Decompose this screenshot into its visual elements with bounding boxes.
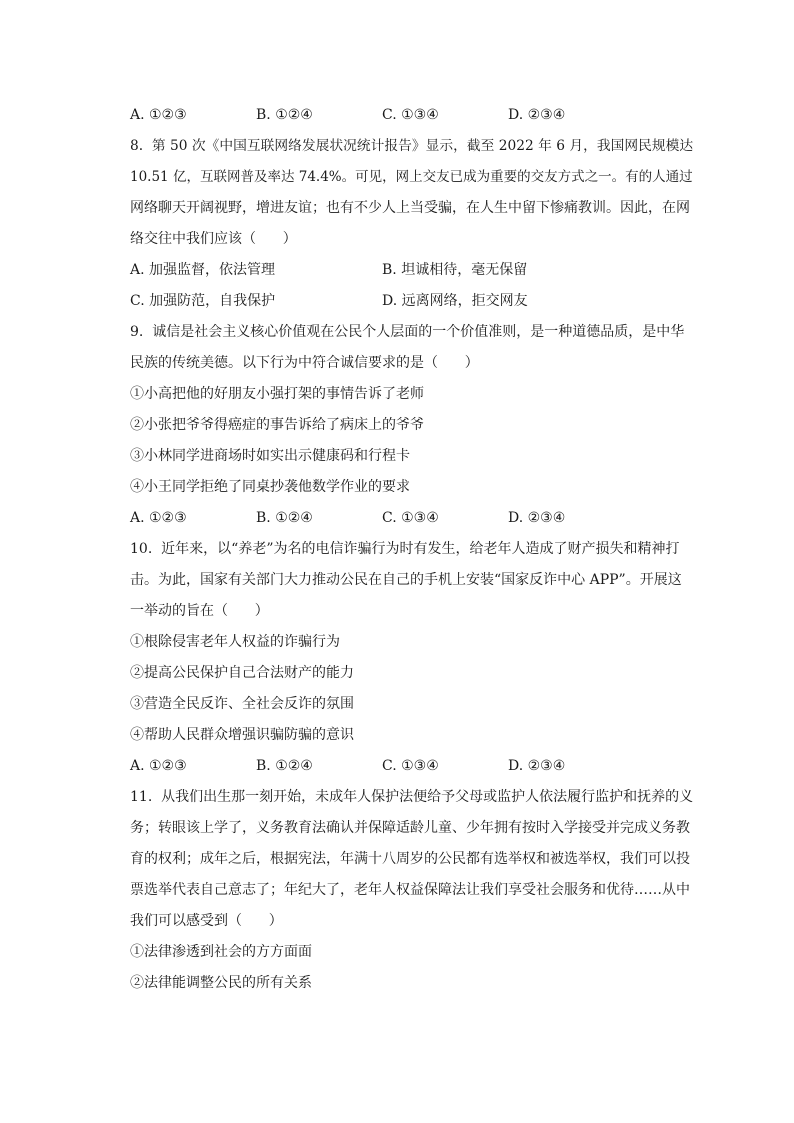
q8-options-row-2 — [130, 286, 694, 317]
q11-line-2: 务；转眼该上学了，义务教育法确认并保障适龄儿童、少年拥有按时入学接受并完成义务教 — [130, 820, 690, 836]
q11-line-4: 票选举代表自己意志了；年纪大了，老年人权益保障法让我们享受社会服务和优待……从中 — [130, 882, 690, 898]
q10-line-1: 10. 近年来，以“养老”为名的电信诈骗行为时有发生，给老年人造成了财产损失和精神打 — [130, 541, 680, 557]
q10-option-a: A. ①②③ — [130, 758, 187, 774]
question-9 — [130, 317, 694, 534]
q8-line-4: 络交往中我们应该（ ） — [130, 231, 297, 247]
q9-item-4: ④小王同学拒绝了同桌抄袭他数学作业的要求 — [130, 479, 410, 495]
q10-item-1: ①根除侵害老年人权益的诈骗行为 — [130, 634, 340, 650]
q8-option-b: B. 坦诚相待，毫无保留 — [382, 262, 528, 278]
q10-option-d: D. ②③④ — [508, 758, 566, 774]
q8-line-2: 10.51 亿，互联网普及率达 74.4%。可见，网上交友已成为重要的交友方式之一。有的人通过 — [130, 169, 693, 185]
page-content — [130, 100, 694, 999]
q9-item-1: ①小高把他的好朋友小强打架的事情告诉了老师 — [130, 386, 424, 402]
q10-option-b: B. ①②④ — [256, 758, 313, 774]
q11-line-5: 我们可以感受到（ ） — [130, 913, 283, 929]
q10-line-2: 击。为此，国家有关部门大力推动公民在自己的手机上安装“国家反诈中心 APP”。开展这 — [130, 572, 682, 588]
q8-option-c: C. 加强防范，自我保护 — [130, 293, 276, 309]
q8-option-a: A. 加强监督，依法管理 — [130, 262, 276, 278]
q10-option-c: C. ①③④ — [382, 758, 439, 774]
question-10 — [130, 534, 694, 782]
q11-item-1: ①法律渗透到社会的方方面面 — [130, 944, 312, 960]
q9-option-b: B. ①②④ — [256, 510, 313, 526]
q10-item-4: ④帮助人民群众增强识骗防骗的意识 — [130, 727, 354, 743]
q7-option-c: C. ①③④ — [382, 107, 439, 123]
q7-option-a: A. ①②③ — [130, 107, 187, 123]
q9-line-2: 民族的传统美德。以下行为中符合诚信要求的是（ ） — [130, 355, 479, 371]
q11-line-3: 育的权利；成年之后，根据宪法，年满十八周岁的公民都有选举权和被选举权，我们可以投 — [130, 851, 690, 867]
q7-options — [130, 100, 694, 131]
q10-line-3: 一举动的旨在（ ） — [130, 603, 269, 619]
q11-line-1: 11. 从我们出生那一刻开始，未成年人保护法便给予父母或监护人依法履行监护和抚养的义 — [130, 789, 694, 805]
q8-line-1: 8. 第 50 次《中国互联网络发展状况统计报告》显示，截至 2022 年 6 月，我国网民规模达 — [130, 138, 694, 154]
q7-option-b: B. ①②④ — [256, 107, 313, 123]
q7-option-d: D. ②③④ — [508, 107, 566, 123]
q9-option-d: D. ②③④ — [508, 510, 566, 526]
q8-line-3: 网络聊天开阔视野，增进友谊；也有不少人上当受骗，在人生中留下惨痛教训。因此，在网 — [130, 200, 690, 216]
q10-item-2: ②提高公民保护自己合法财产的能力 — [130, 665, 354, 681]
q9-option-a: A. ①②③ — [130, 510, 187, 526]
q9-option-c: C. ①③④ — [382, 510, 439, 526]
q10-options — [130, 751, 694, 782]
q9-line-1: 9. 诚信是社会主义核心价值观在公民个人层面的一个价值准则，是一种道德品质，是中华 — [130, 324, 685, 340]
q11-item-2: ②法律能调整公民的所有关系 — [130, 975, 312, 991]
q9-options — [130, 503, 694, 534]
q9-item-2: ②小张把爷爷得癌症的事告诉给了病床上的爷爷 — [130, 417, 424, 433]
q10-item-3: ③营造全民反诈、全社会反诈的氛围 — [130, 696, 354, 712]
q9-item-3: ③小林同学进商场时如实出示健康码和行程卡 — [130, 448, 410, 464]
question-11 — [130, 782, 694, 999]
q8-option-d: D. 远离网络，拒交网友 — [382, 293, 528, 309]
question-8 — [130, 131, 694, 317]
q8-options-row-1 — [130, 255, 694, 286]
